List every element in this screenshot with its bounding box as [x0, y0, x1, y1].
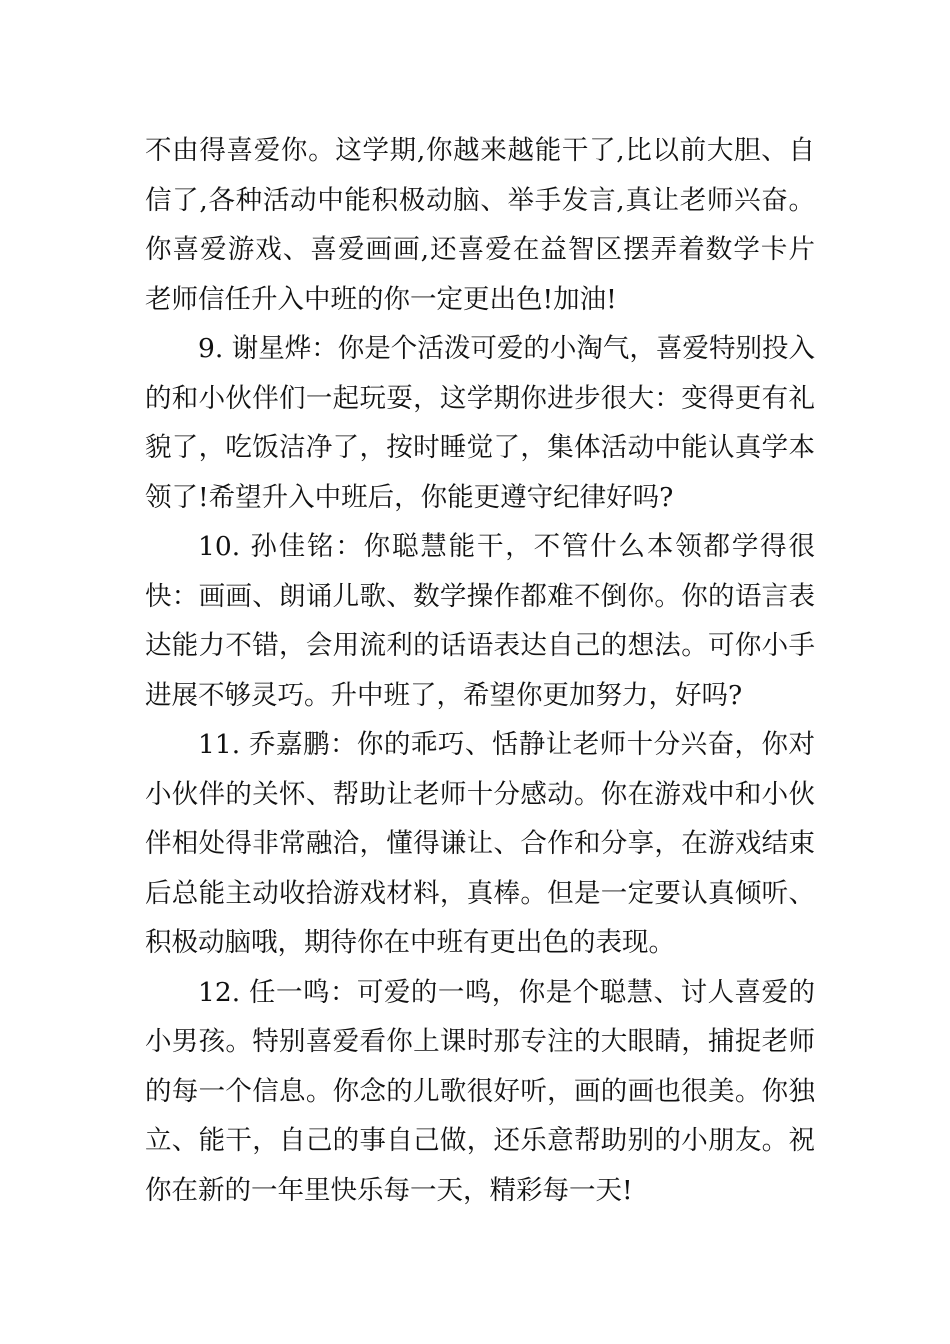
paragraph-item-12: 12. 任一鸣：可爱的一鸣，你是个聪慧、讨人喜爱的小男孩。特别喜爱看你上课时那专注的大眼睛，捕捉老师的每一个信息。你念的儿歌很好听，画的画也很美。你独立、能干，自己的事自己做，还乐意帮助别的小朋友。祝你在新的一年里快乐每一天，精彩每一天!	[145, 976, 815, 1206]
paragraph-item-11: 11. 乔嘉鹏：你的乖巧、恬静让老师十分兴奋，你对小伙伴的关怀、帮助让老师十分感动。你在游戏中和小伙伴相处得非常融洽，懂得谦让、合作和分享，在游戏结束后总能主动收拾游戏材料，真棒。但是一定要认真倾听、积极动脑哦，期待你在中班有更出色的表现。	[145, 729, 815, 958]
document-body	[145, 126, 815, 1215]
paragraph-item-9: 9. 谢星烨：你是个活泼可爱的小淘气，喜爱特别投入的和小伙伴们一起玩耍，这学期你进步很大：变得更有礼貌了，吃饭洁净了，按时睡觉了，集体活动中能认真学本领了!希望升入中班后，你能更遵守纪律好吗?	[145, 333, 815, 513]
paragraph-continuation: 不由得喜爱你。这学期,你越来越能干了,比以前大胆、自信了,各种活动中能积极动脑、举手发言,真让老师兴奋。你喜爱游戏、喜爱画画,还喜爱在益智区摆弄着数学卡片老师信任升入中班的你一定更出色!加油!	[145, 135, 815, 315]
paragraph-item-10: 10. 孙佳铭：你聪慧能干，不管什么本领都学得很快：画画、朗诵儿歌、数学操作都难不倒你。你的语言表达能力不错，会用流利的话语表达自己的想法。可你小手进展不够灵巧。升中班了，希望你更加努力，好吗?	[145, 531, 815, 711]
